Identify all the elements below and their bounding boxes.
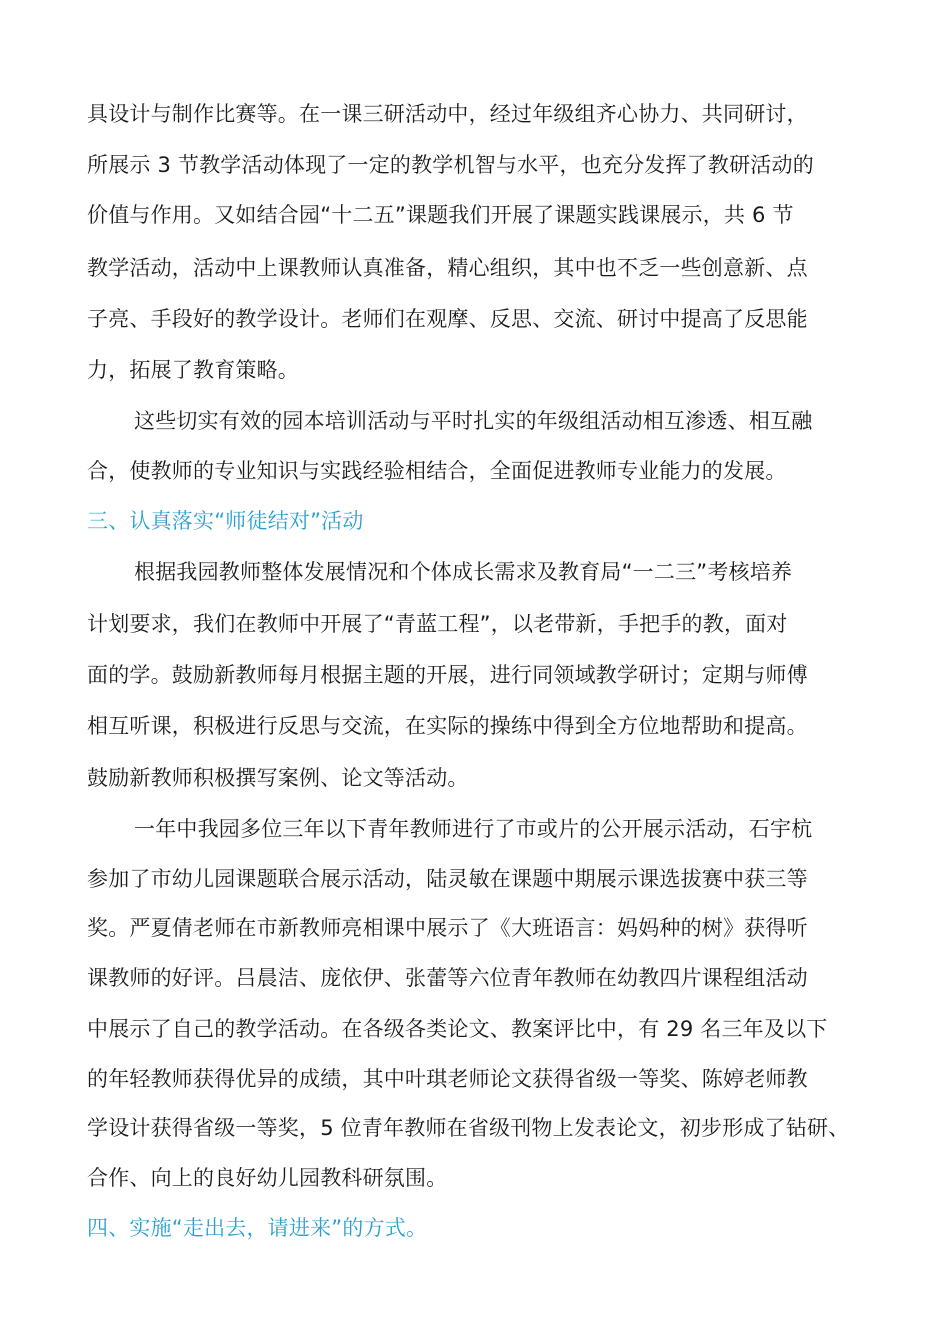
paragraph-2-line-2: 合，使教师的专业知识与实践经验相结合，全面促进教师专业能力的发展。 (87, 459, 787, 483)
paragraph-4-line-6: 的年轻教师获得优异的成绩，其中叶琪老师论文获得省级一等奖、陈婷老师教 (87, 1067, 808, 1091)
section-heading-3: 三、认真落实“师徒结对”活动 (87, 509, 364, 533)
paragraph-1-line-5: 子亮、手段好的教学设计。老师们在观摩、反思、交流、研讨中提高了反思能 (87, 307, 808, 331)
paragraph-1-line-1: 具设计与制作比赛等。在一课三研活动中，经过年级组齐心协力、共同研讨， (87, 102, 808, 126)
paragraph-1-line-3: 价值与作用。又如结合园“十二五”课题我们开展了课题实践课展示，共 6 节 (87, 203, 794, 227)
paragraph-4-line-4: 课教师的好评。吕晨洁、庞依伊、张蕾等六位青年教师在幼教四片课程组活动 (87, 966, 808, 990)
paragraph-1-line-4: 教学活动，活动中上课教师认真准备，精心组织，其中也不乏一些创意新、点 (87, 256, 808, 280)
paragraph-3-line-3: 面的学。鼓励新教师每月根据主题的开展，进行同领域教学研讨；定期与师傅 (87, 663, 808, 687)
paragraph-3-line-2: 计划要求，我们在教师中开展了“青蓝工程”，以老带新，手把手的教，面对 (87, 612, 788, 636)
paragraph-4-line-8: 合作、向上的良好幼儿园教科研氛围。 (87, 1166, 448, 1190)
paragraph-2-line-1: 这些切实有效的园本培训活动与平时扎实的年级组活动相互渗透、相互融 (134, 409, 813, 433)
paragraph-4-line-1: 一年中我园多位三年以下青年教师进行了市或片的公开展示活动，石宇杭 (134, 817, 813, 841)
section-heading-4: 四、实施“走出去，请进来”的方式。 (87, 1216, 428, 1240)
paragraph-3-line-4: 相互听课，积极进行反思与交流，在实际的操练中得到全方位地帮助和提高。 (87, 714, 808, 738)
paragraph-4-line-3: 奖。严夏倩老师在市新教师亮相课中展示了《大班语言：妈妈种的树》获得听 (87, 916, 808, 940)
paragraph-1-line-6: 力，拓展了教育策略。 (87, 358, 299, 382)
paragraph-3-line-1: 根据我园教师整体发展情况和个体成长需求及教育局“一二三”考核培养 (134, 560, 793, 584)
paragraph-4-line-2: 参加了市幼儿园课题联合展示活动，陆灵敏在课题中期展示课选拔赛中获三等 (87, 867, 808, 891)
paragraph-4-line-7: 学设计获得省级一等奖，5 位青年教师在省级刊物上发表论文，初步形成了钻研、 (87, 1116, 850, 1140)
paragraph-3-line-5: 鼓励新教师积极撰写案例、论文等活动。 (87, 766, 469, 790)
paragraph-4-line-5: 中展示了自己的教学活动。在各级各类论文、教案评比中，有 29 名三年及以下 (87, 1017, 828, 1041)
paragraph-1-line-2: 所展示 3 节教学活动体现了一定的教学机智与水平，也充分发挥了教研活动的 (87, 153, 814, 177)
